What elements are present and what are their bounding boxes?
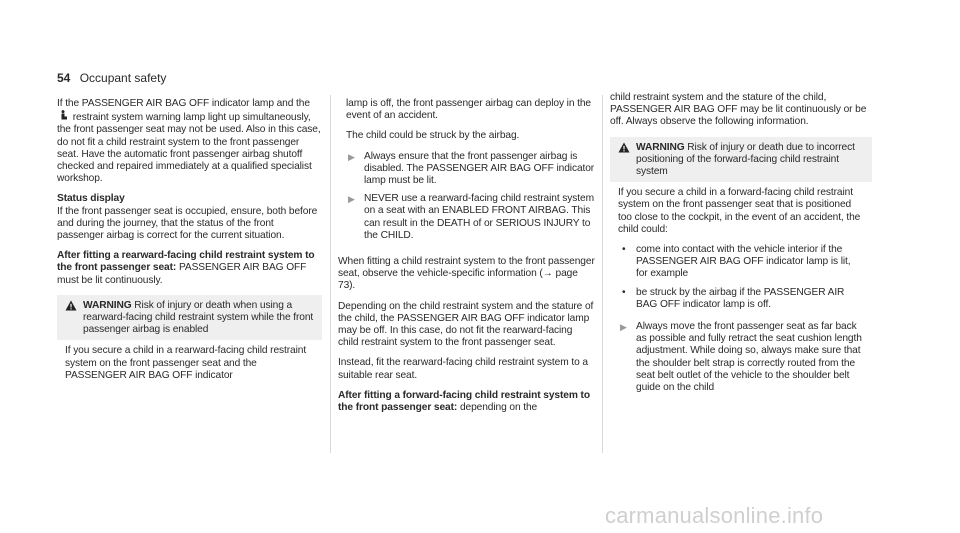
paragraph: When fitting a child restraint system to the front passenger seat, observe the vehicle-specific information (→ page 73). <box>338 256 595 292</box>
forward-heading: After fitting a forward-facing child restraint system to the front passenger seat: <box>338 389 590 414</box>
warning-box <box>57 295 322 388</box>
bullet-dot-icon: • <box>622 286 626 298</box>
paragraph: After fitting a forward-facing child restraint system to the front passenger seat: depending on the <box>338 389 590 414</box>
paragraph: If the PASSENGER AIR BAG OFF indicator lamp and the restraint system warning lamp light up simultaneously, the front passenger seat may not be used. Also in this case, do not fit a child restraint system to the front passenger seat. Have the automatic front passenger airbag shutoff checked and repaired immediately at a qualified specialist workshop. <box>57 98 321 185</box>
list-item: • be struck by the airbag if the PASSENGER AIR BAG OFF indicator lamp is off. <box>618 287 864 311</box>
column-2 <box>338 98 595 422</box>
page-header <box>57 71 166 85</box>
rear-heading: After fitting a rearward-facing child restraint system to the front passenger seat: <box>57 250 315 274</box>
paragraph: If the front passenger seat is occupied, ensure, both before and during the journey, that the status of the front passenger airbag is correct for the current situation. <box>57 205 318 242</box>
list-item: ▶ NEVER use a rearward-facing child restraint system on a seat with an ENABLED FRONT AIRBAG. This can result in the DEATH of or SERIOUS INJURY to the CHILD. <box>348 193 594 241</box>
paragraph: After fitting a rearward-facing child restraint system to the front passenger seat: PASSENGER AIR BAG OFF must be lit continuously. <box>57 250 315 286</box>
paragraph: The child could be struck by the airbag. <box>346 130 520 142</box>
arrow-right-icon: ▶ <box>620 322 627 333</box>
warning-title: Risk of injury or death when using a rearward-facing child restraint system while the front passenger airbag is enabled <box>83 299 314 336</box>
warning-header <box>610 137 872 183</box>
page-reference-link[interactable]: → page 73 <box>338 268 578 292</box>
column-divider <box>330 95 331 453</box>
warning-triangle-icon <box>65 300 83 337</box>
warning-body: If you secure a child in a forward-facing child restraint system on the front passenger seat that is positioned too close to the cockpit, in the event of an accident, the child could: • come into contact with the vehicle interior if the PASSENGER AIR BAG OFF indicator lamp is lit, for example • be struck by the airbag if the PASSENGER AIR BAG OFF indicator lamp is off. ▶ Always move the front passenger seat as far back as possible and fully retract the seat cushion length adjustment. While doing so, always make sure that the shoulder belt strap is correctly routed from the seat belt outlet of the vehicle to the shoulder belt guide on the child <box>610 182 872 406</box>
page-number: 54 <box>57 71 71 85</box>
seat-occupant-warning-icon <box>59 110 68 124</box>
status-heading: Status display <box>57 193 125 205</box>
list-item: ▶ Always move the front passenger seat as far back as possible and fully retract the seat cushion length adjustment. While doing so, always make sure that the shoulder belt strap is correctly routed from the seat belt outlet of the vehicle to the shoulder belt guide on the child <box>620 321 862 394</box>
warning-body: If you secure a child in a rearward-facing child restraint system on the front passenger seat and the PASSENGER AIR BAG OFF indicator <box>65 345 307 381</box>
warning-label: WARNING <box>83 299 132 311</box>
warning-label: WARNING <box>636 141 685 153</box>
warning-header <box>57 295 322 341</box>
warning-box <box>610 137 872 407</box>
list-item: • come into contact with the vehicle interior if the PASSENGER AIR BAG OFF indicator lamp is lit, for example <box>618 244 864 281</box>
paragraph: lamp is off, the front passenger airbag can deploy in the event of an accident. <box>346 98 591 122</box>
paragraph: Depending on the child restraint system and the stature of the child, the PASSENGER AIR BAG OFF indicator lamp may be off. In this case, do not fit the rearward-facing child restraint system to the front passenger seat. <box>338 300 594 349</box>
column-1 <box>57 98 322 396</box>
arrow-right-icon: ▶ <box>348 194 355 205</box>
warning-triangle-icon <box>618 142 636 179</box>
paragraph: child restraint system and the stature of the child, PASSENGER AIR BAG OFF may be lit continuously or be off. Always observe the following information. <box>610 92 867 128</box>
list-item: ▶ Always ensure that the front passenger airbag is disabled. The PASSENGER AIR BAG OFF indicator lamp must be lit. <box>348 150 595 187</box>
warning-title: Risk of injury or death due to incorrect positioning of the forward-facing child restraint system <box>636 141 855 178</box>
column-divider <box>602 95 603 453</box>
section-title: Occupant safety <box>79 71 167 85</box>
watermark: carmanualsonline.info <box>605 503 824 528</box>
paragraph: Instead, fit the rearward-facing child restraint system to a suitable rear seat. <box>338 357 588 381</box>
arrow-right-icon: ▶ <box>348 151 355 162</box>
bullet-dot-icon: • <box>622 244 626 256</box>
column-3 <box>610 92 872 414</box>
